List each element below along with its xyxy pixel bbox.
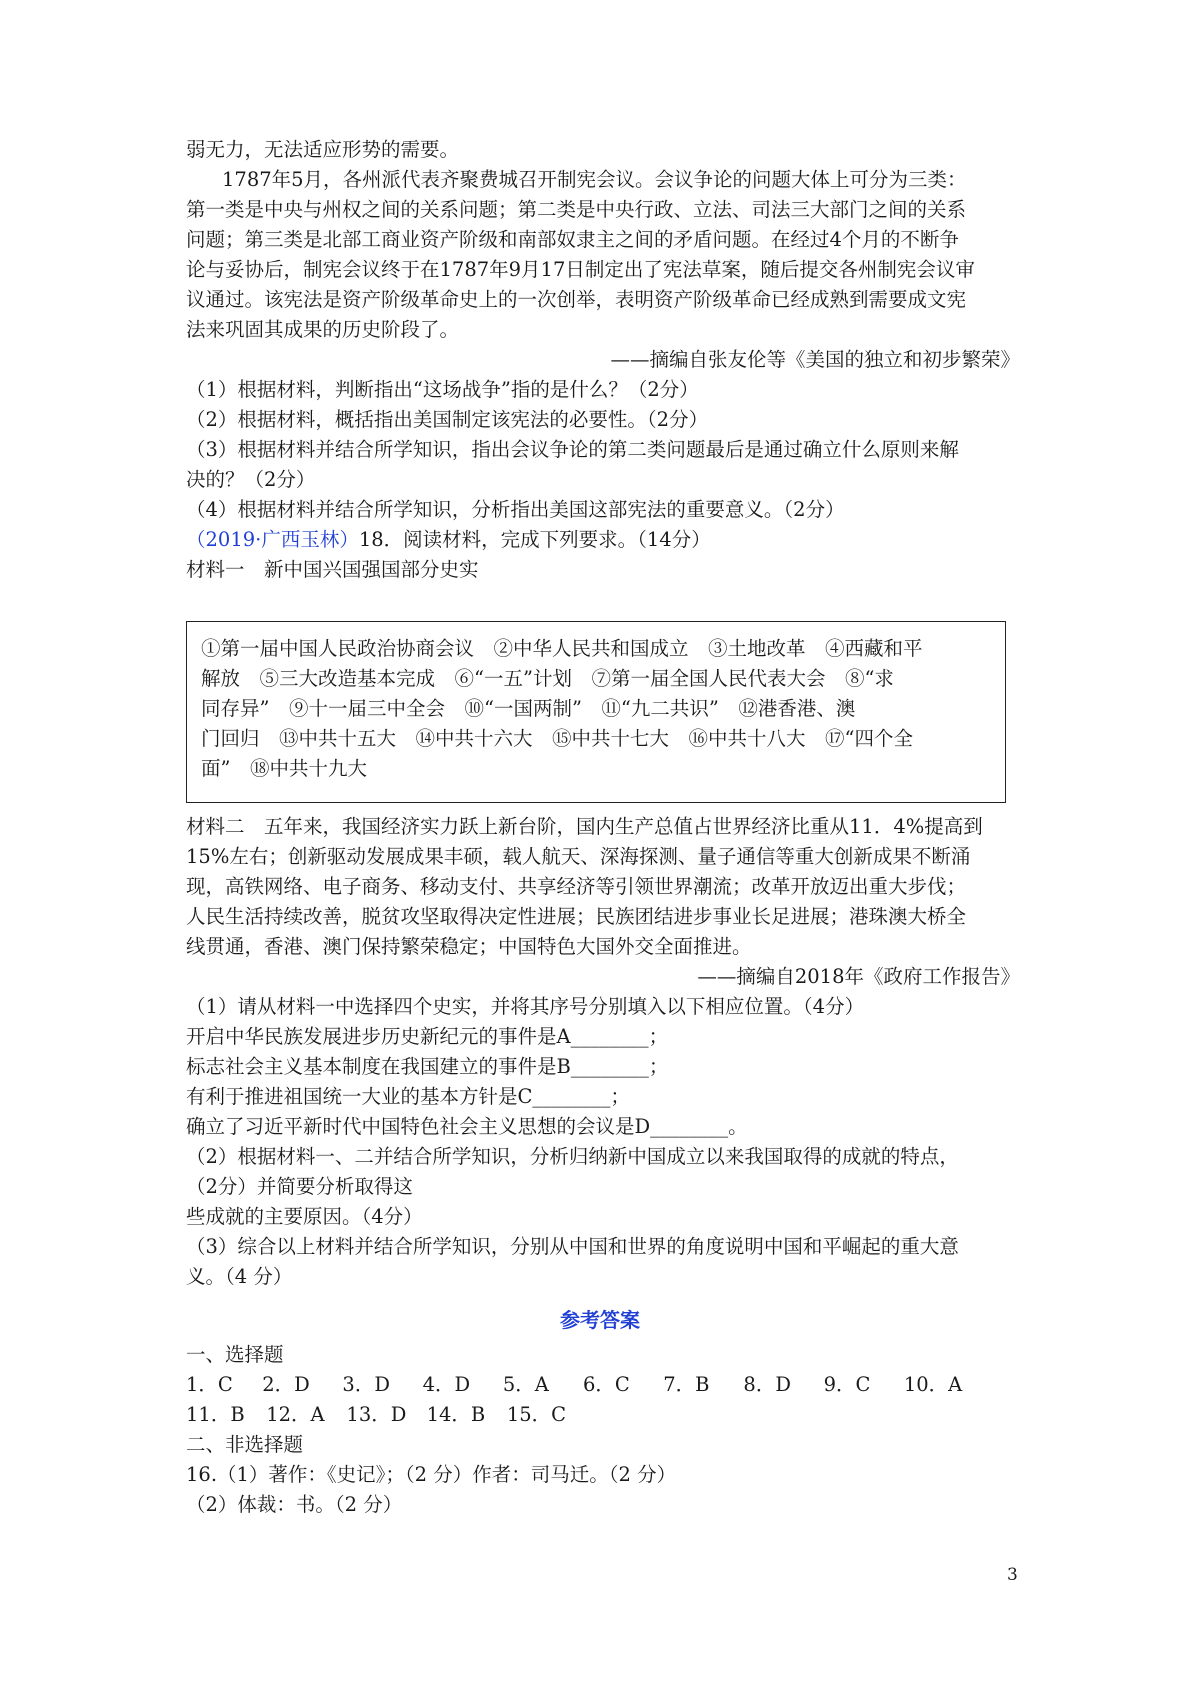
question-item: 些成就的主要原因。（4分） [186,1205,423,1228]
answer-item: 8．D [743,1373,791,1396]
question-item: 义。（4 分） [186,1265,293,1288]
answer-item: 12．A [266,1403,325,1426]
material1-title: 材料一 新中国兴国强国部分史实 [186,558,479,581]
material-line: 1787年5月，各州派代表齐聚费城召开制宪会议。会议争论的问题大体上可分为三类： [222,168,967,191]
question-item: （2分）并简要分析取得这 [186,1175,413,1198]
answer-text: 16.（1）著作：《史记》；（2 分）作者：司马迁。（2 分） [186,1463,677,1486]
fill-blank: 确立了习近平新时代中国特色社会主义思想的会议是D________。 [186,1115,748,1138]
question-title: 18．阅读材料，完成下列要求。（14分） [358,528,711,551]
answer-item: 7．B [663,1373,710,1396]
answer-item: 14．B [426,1403,486,1426]
answers-section-title: 二、非选择题 [186,1433,304,1456]
question-item: （2）根据材料一、二并结合所学知识，分析归纳新中国成立以来我国取得的成就的特点， [186,1145,959,1168]
material-source: ——摘编自张友伦等《美国的独立和初步繁荣》 [610,348,1020,371]
material2-line: 现，高铁网络、电子商务、移动支付、共享经济等引领世界潮流；改革开放迈出重大步伐； [186,875,967,898]
answer-item: 10．A [903,1373,963,1396]
question-item: （1）请从材料一中选择四个史实，并将其序号分别填入以下相应位置。（4分） [186,995,865,1018]
question-item: （4）根据材料并结合所学知识，分析指出美国这部宪法的重要意义。（2分） [186,498,845,521]
question-item: （1）根据材料，判断指出“这场战争”指的是什么？（2分） [186,378,699,401]
facts-line: 解放 ⑤三大改造基本完成 ⑥“一五”计划 ⑦第一届全国人民代表大会 ⑧“求 [201,667,894,690]
facts-box [186,621,1006,803]
fill-blank: 标志社会主义基本制度在我国建立的事件是B________； [186,1055,669,1078]
answers-section-title: 一、选择题 [186,1343,284,1366]
question-item: （2）根据材料，概括指出美国制定该宪法的必要性。（2分） [186,408,709,431]
facts-line: ①第一届中国人民政治协商会议 ②中华人民共和国成立 ③土地改革 ④西藏和平 [201,637,923,660]
question-heading [186,525,1026,555]
answer-item: 1．C [186,1373,233,1396]
material2-line: 线贯通，香港、澳门保持繁荣稳定；中国特色大国外交全面推进。 [186,935,752,958]
fill-blank: 有利于推进祖国统一大业的基本方针是C________； [186,1085,630,1108]
answer-item: 6．C [583,1373,630,1396]
material2-line: 15%左右；创新驱动发展成果丰硕，载人航天、深海探测、量子通信等重大创新成果不断涌 [186,845,971,868]
answer-item: 5．A [502,1373,549,1396]
material-line: 第一类是中央与州权之间的关系问题；第二类是中央行政、立法、司法三大部门之间的关系 [186,198,967,221]
answer-item: 2．D [262,1373,310,1396]
material-line: 问题；第三类是北部工商业资产阶级和南部奴隶主之间的矛盾问题。在经过4个月的不断争 [186,228,959,251]
material2-line: 材料二 五年来，我国经济实力跃上新台阶，国内生产总值占世界经济比重从11．4%提高到 [186,815,983,838]
question-item: （3）综合以上材料并结合所学知识，分别从中国和世界的角度说明中国和平崛起的重大意 [186,1235,959,1258]
question-item: 决的？（2分） [186,468,316,491]
question-item: （3）根据材料并结合所学知识，指出会议争论的第二类问题最后是通过确立什么原则来解 [186,438,959,461]
material2-line: 人民生活持续改善，脱贫攻坚取得决定性进展；民族团结进步事业长足进展；港珠澳大桥全 [186,905,967,928]
question-source-tag: （2019·广西玉林） [186,528,359,551]
answer-text: （2）体裁：书。（2 分） [186,1493,403,1516]
answer-item: 11．B [186,1403,245,1426]
material-line: 法来巩固其成果的历史阶段了。 [186,318,460,341]
answer-item: 9．C [823,1373,871,1396]
material-line: 论与妥协后，制宪会议终于在1787年9月17日制定出了宪法草案，随后提交各州制宪会议审 [186,258,975,281]
material-line: 弱无力，无法适应形势的需要。 [186,138,460,161]
page-number: 3 [1007,1565,1018,1585]
answers-title: 参考答案 [560,1308,640,1332]
answer-item: 15．C [506,1403,567,1426]
material2-source: ——摘编自2018年《政府工作报告》 [697,965,1020,988]
facts-line: 面” ⑱中共十九大 [201,757,367,780]
answers-row [186,1400,581,1430]
material-line: 议通过。该宪法是资产阶级革命史上的一次创举，表明资产阶级革命已经成熟到需要成文宪 [186,288,967,311]
answers-row [186,1370,978,1400]
answer-item: 3．D [342,1373,390,1396]
answer-item: 4．D [422,1373,471,1396]
answer-item: 13．D [346,1403,407,1426]
fill-blank: 开启中华民族发展进步历史新纪元的事件是A________； [186,1025,669,1048]
facts-line: 门回归 ⑬中共十五大 ⑭中共十六大 ⑮中共十七大 ⑯中共十八大 ⑰“四个全 [201,727,913,750]
facts-line: 同存异” ⑨十一届三中全会 ⑩“一国两制” ⑪“九二共识” ⑫港香港、澳 [201,697,856,720]
